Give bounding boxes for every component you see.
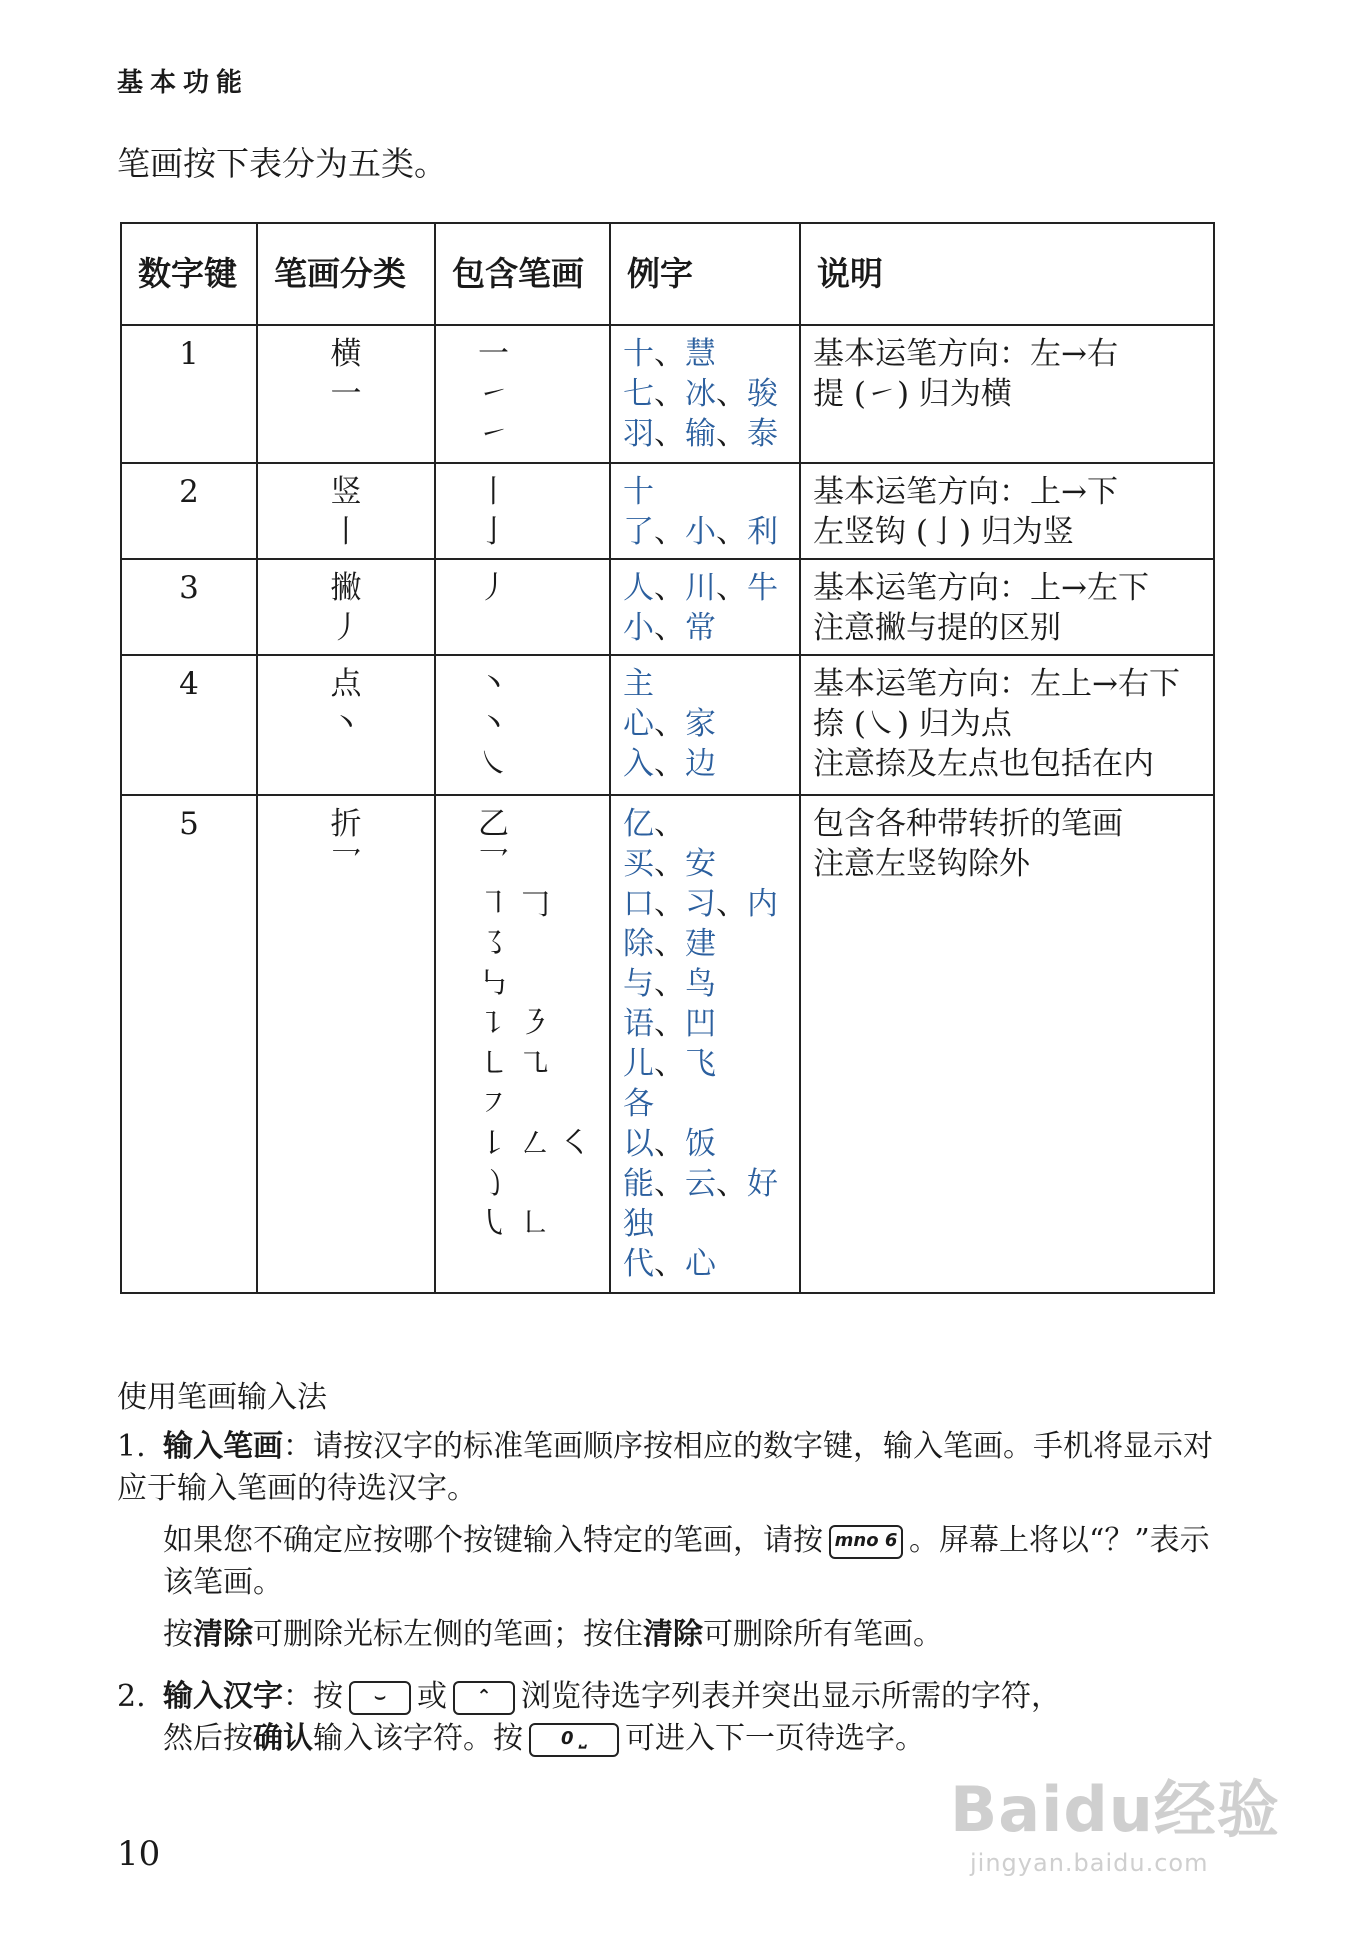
- table-row: [121, 559, 1214, 655]
- cell-examples: [610, 795, 800, 1293]
- mno6-key-icon: mno 6: [829, 1525, 903, 1559]
- cell-examples-line: 心、家: [623, 706, 716, 742]
- step-1-help: [117, 1520, 1227, 1604]
- cell-strokes-line: ㇄ ㇈: [478, 1046, 550, 1082]
- section-header: 基本功能: [117, 68, 250, 98]
- cell-examples-line: 代、心: [623, 1246, 716, 1282]
- cell-category-line: 一: [330, 376, 362, 412]
- step-2: [117, 1676, 1227, 1760]
- cell-notes: [800, 655, 1214, 795]
- cell-category: [257, 559, 435, 655]
- cell-notes: [800, 795, 1214, 1293]
- cell-examples-line: 羽、输、泰: [623, 416, 778, 452]
- cell-examples-line: 亿、: [623, 806, 685, 842]
- cell-notes-line: 注意左竖钩除外: [813, 846, 1030, 882]
- cell-examples-line: 七、冰、骏: [623, 376, 778, 412]
- cell-strokes-line: ㇏: [478, 746, 509, 782]
- clear-text-a: 按: [163, 1617, 193, 1652]
- cell-notes-line: 捺 (㇏) 归为点: [813, 706, 1012, 742]
- table-row: [121, 795, 1214, 1293]
- watermark-logo: Baidu经验: [950, 1773, 1280, 1846]
- confirm-label: 确认: [253, 1721, 313, 1756]
- step-text: ：请按汉字的标准笔画顺序按相应的数字键，输入笔画。手机将显示对应于输入笔画的待选汉字。: [117, 1429, 1213, 1506]
- zero-key-icon: 0 ⎵: [529, 1723, 619, 1757]
- cell-examples-line: 语、凹: [623, 1006, 716, 1042]
- step-number: 2.: [117, 1679, 146, 1714]
- section-title: 使用笔画输入法: [117, 1380, 327, 1415]
- cell-notes: [800, 463, 1214, 559]
- cell-notes-line: 注意撇与提的区别: [813, 610, 1061, 646]
- cell-strokes-line: 丶: [478, 666, 509, 702]
- cell-examples-line: 入、边: [623, 746, 716, 782]
- cell-category-line: 竖: [330, 474, 362, 510]
- table-row: [121, 463, 1214, 559]
- cell-examples-line: 口、习、内: [623, 886, 778, 922]
- cell-strokes-line: 丿: [478, 570, 509, 606]
- cell-notes-line: 基本运笔方向：左→右: [813, 336, 1118, 372]
- table-header-row: [121, 223, 1214, 325]
- cell-strokes-line: ㇂ ㇗: [478, 1206, 550, 1242]
- cell-strokes: [435, 795, 610, 1293]
- cell-strokes: [435, 655, 610, 795]
- cell-category-line: 丿: [330, 610, 362, 646]
- cell-category-line: 横: [330, 336, 362, 372]
- clear-label: 清除: [193, 1617, 253, 1652]
- cell-strokes-line: 一: [478, 336, 509, 372]
- cell-examples-line: 独: [623, 1206, 654, 1242]
- header-notes: 说明: [800, 223, 1214, 325]
- cell-examples: [610, 325, 800, 463]
- cell-examples-line: 人、川、牛: [623, 570, 778, 606]
- step-text: 输入该字符。按: [313, 1721, 523, 1756]
- down-key-icon: ⌣: [349, 1681, 411, 1715]
- cell-examples-line: 十: [623, 474, 654, 510]
- page-number: 10: [117, 1834, 161, 1874]
- step-label: 输入笔画: [163, 1429, 283, 1464]
- header-category: 笔画分类: [257, 223, 435, 325]
- cell-strokes-line: ㇊ ㇋: [478, 1006, 550, 1042]
- cell-examples: [610, 559, 800, 655]
- cell-key: 1: [121, 325, 257, 463]
- cell-key: 4: [121, 655, 257, 795]
- cell-strokes-line: ㇇: [478, 1086, 509, 1122]
- cell-strokes-line: ㇀: [478, 376, 509, 412]
- cell-category-line: 点: [330, 666, 362, 702]
- cell-notes-line: 左竖钩 (亅) 归为竖: [813, 514, 1074, 550]
- cell-strokes-line: ㇙ ㇜ ㇛: [478, 1126, 591, 1162]
- cell-category: [257, 655, 435, 795]
- cell-key: 2: [121, 463, 257, 559]
- header-examples: 例字: [610, 223, 800, 325]
- cell-notes: [800, 559, 1214, 655]
- cell-category: [257, 463, 435, 559]
- cell-examples-line: 主: [623, 666, 654, 702]
- cell-category-line: 乛: [330, 846, 362, 882]
- step-number: 1.: [117, 1429, 146, 1464]
- step-label: 输入汉字: [163, 1679, 283, 1714]
- cell-strokes-line: 乙: [478, 806, 509, 842]
- cell-strokes-line: 丶: [478, 706, 509, 742]
- header-strokes: 包含笔画: [435, 223, 610, 325]
- cell-key: 5: [121, 795, 257, 1293]
- cell-examples-line: 儿、飞: [623, 1046, 716, 1082]
- cell-strokes: [435, 559, 610, 655]
- cell-notes: [800, 325, 1214, 463]
- cell-strokes-line: ㇉: [478, 966, 509, 1002]
- cell-strokes-line: ㇁: [478, 1166, 509, 1202]
- cell-examples-line: 了、小、利: [623, 514, 778, 550]
- step-1-clear: [117, 1614, 1227, 1656]
- cell-examples-line: 能、云、好: [623, 1166, 778, 1202]
- cell-examples-line: 以、饭: [623, 1126, 716, 1162]
- cell-notes-line: 包含各种带转折的笔画: [813, 806, 1123, 842]
- help-text: 如果您不确定应按哪个按键输入特定的笔画，请按: [163, 1523, 823, 1558]
- cell-key: 3: [121, 559, 257, 655]
- help-text-after: 。屏幕上将以“？”表示该笔画。: [163, 1523, 1210, 1600]
- step-1: [117, 1426, 1227, 1656]
- cell-strokes: [435, 463, 610, 559]
- cell-notes-line: 基本运笔方向：上→左下: [813, 570, 1149, 606]
- intro-text: 笔画按下表分为五类。: [117, 144, 447, 183]
- step-text: ：按: [283, 1679, 343, 1714]
- cell-examples-line: 小、常: [623, 610, 716, 646]
- cell-strokes: [435, 325, 610, 463]
- clear-text-b: 可删除光标左侧的笔画；按住: [253, 1617, 643, 1652]
- cell-category-line: 丨: [330, 514, 362, 550]
- stroke-table: [120, 222, 1215, 1294]
- step-text: 或: [417, 1679, 447, 1714]
- up-key-icon: ⌃: [453, 1681, 515, 1715]
- cell-examples-line: 与、鸟: [623, 966, 716, 1002]
- cell-strokes-line: ㇀: [478, 416, 509, 452]
- cell-notes-line: 基本运笔方向：上→下: [813, 474, 1118, 510]
- header-key: 数字键: [121, 223, 257, 325]
- cell-examples: [610, 463, 800, 559]
- cell-notes-line: 注意捺及左点也包括在内: [813, 746, 1154, 782]
- clear-text-c: 可删除所有笔画。: [703, 1617, 943, 1652]
- step-text: 然后按: [163, 1721, 253, 1756]
- watermark-url: jingyan.baidu.com: [970, 1849, 1209, 1877]
- cell-examples-line: 买、安: [623, 846, 716, 882]
- cell-strokes-line: 丨: [478, 474, 509, 510]
- cell-examples-line: 十、慧: [623, 336, 716, 372]
- table-row: [121, 325, 1214, 463]
- cell-category: [257, 795, 435, 1293]
- step-text: 浏览待选字列表并突出显示所需的字符，: [521, 1679, 1061, 1714]
- cell-examples-line: 各: [623, 1086, 654, 1122]
- cell-category: [257, 325, 435, 463]
- clear-label: 清除: [643, 1617, 703, 1652]
- step-text: 可进入下一页待选字。: [625, 1721, 925, 1756]
- cell-strokes-line: ㇌: [478, 926, 509, 962]
- table-row: [121, 655, 1214, 795]
- cell-notes-line: 提 (㇀) 归为横: [813, 376, 1012, 412]
- baidu-watermark: [950, 1760, 1280, 1877]
- cell-category-line: 撇: [330, 570, 362, 606]
- cell-examples: [610, 655, 800, 795]
- cell-category-line: 丶: [330, 706, 362, 742]
- cell-category-line: 折: [330, 806, 362, 842]
- cell-strokes-line: 亅: [478, 514, 509, 550]
- cell-examples-line: 除、建: [623, 926, 716, 962]
- cell-notes-line: 基本运笔方向：左上→右下: [813, 666, 1180, 702]
- cell-strokes-line: 乛: [478, 846, 509, 882]
- cell-strokes-line: ㇕ 𠃌: [478, 886, 550, 922]
